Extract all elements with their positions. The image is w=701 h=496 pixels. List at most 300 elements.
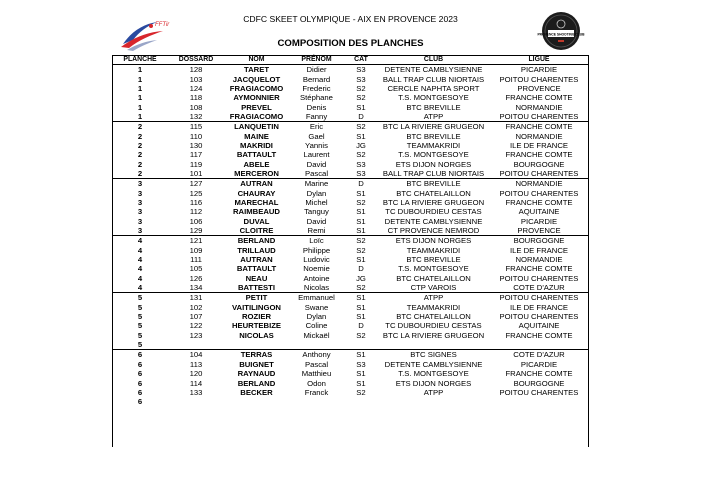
cell-prenom: Remi [307,226,326,236]
cell-cat: S1 [356,226,366,236]
cell-club: ETS DIJON NORGES [395,159,472,169]
table-heading: COMPOSITION DES PLANCHES [277,38,424,49]
table-row [112,131,589,140]
cell-dossard: 124 [189,83,203,93]
cell-planche: 6 [137,387,143,397]
cell-club: BTC CHATELAILLON [396,312,471,322]
cell-nom: TRILLAUD [237,245,276,255]
cell-ligue: PICARDIE [520,65,558,75]
table-row [112,246,589,255]
cell-planche: 5 [137,321,143,331]
table-row [112,84,589,93]
cell-planche: 1 [137,111,143,121]
cell-cat: S3 [356,168,366,178]
cell-club: CERCLE NAPHTA SPORT [387,83,480,93]
table-row [112,340,589,350]
cell-cat: S3 [356,359,366,369]
cell-planche: 1 [137,83,143,93]
cell-ligue: POITOU CHARENTES [499,111,579,121]
table-row [112,112,589,122]
cell-cat: S2 [356,93,366,103]
cell-ligue: POITOU CHARENTES [499,168,579,178]
table-row [112,169,589,179]
cell-dossard: 127 [168,179,224,189]
cell-planche: 2 [112,122,168,132]
cell-planche: 1 [137,102,143,112]
cell-cat: S1 [344,293,378,303]
cell-prenom: Anthony [289,350,344,360]
cell-club: BALL TRAP CLUB NIORTAIS [382,168,485,178]
cell-cat: D [358,111,364,121]
cell-prenom: Yannis [305,140,328,150]
cell-ligue: POITOU CHARENTES [499,74,579,84]
cell-club: BTC BREVILLE [378,179,489,189]
cell-nom: VAITILINGON [232,302,281,312]
cell-club [378,397,489,406]
cell-planche: 4 [137,283,143,293]
cell-planche: 5 [137,302,143,312]
cell-cat: S3 [356,74,366,84]
cell-ligue: FRANCHE COMTE [505,150,573,160]
col-header-dossard: DOSSARD [168,55,224,65]
cell-club: T.S. MONTGESOYE [398,93,469,103]
cell-club: BTC SIGNES [378,350,489,360]
table-border-left [112,55,113,447]
cell-nom [224,340,289,350]
table-row [112,122,589,132]
cell-planche: 4 [112,236,168,246]
cell-dossard: 125 [189,188,203,198]
cell-dossard: 117 [189,150,203,160]
cell-prenom: Eric [289,122,344,132]
cell-nom: BERLAND [224,236,289,246]
table-row [112,255,589,264]
cell-club: T.S. MONTGESOYE [398,369,469,379]
table-row [112,74,589,83]
cell-ligue: PICARDIE [520,216,558,226]
cell-planche: 4 [137,245,143,255]
cell-prenom: Emmanuel [289,293,344,303]
cell-dossard: 118 [189,93,203,103]
cell-dossard: 123 [189,330,203,340]
cell-planche: 2 [137,168,143,178]
cell-cat: S2 [344,236,378,246]
col-header-prenom: PRÉNOM [289,55,344,65]
cell-dossard: 132 [189,111,203,121]
table-row [112,293,589,303]
cell-ligue: PICARDIE [520,359,558,369]
cell-club: DETENTE CAMBLYSIENNE [384,216,483,226]
table-row [112,226,589,236]
cell-ligue: NORMANDIE [515,255,563,265]
table-row [112,388,589,397]
cell-planche: 3 [137,197,143,207]
cell-prenom: Marine [289,179,344,189]
cell-cat [344,340,378,350]
cell-nom: AYMONNIER [233,93,280,103]
cell-club: ETS DIJON NORGES [378,236,489,246]
cell-dossard: 119 [189,159,203,169]
cell-dossard: 104 [168,350,224,360]
cell-planche: 6 [137,359,143,369]
cell-prenom: Laurent [303,150,330,160]
cell-dossard: 101 [189,168,203,178]
cell-club: TEAMMAKRIDI [406,140,461,150]
cell-planche: 4 [137,264,143,274]
cell-nom: MAINE [244,131,269,141]
cell-dossard: 131 [168,293,224,303]
cell-planche: 6 [137,378,143,388]
cell-prenom: Philippe [302,245,331,255]
cell-club: BTC LA RIVIERE GRUGEON [382,197,485,207]
cell-planche: 5 [112,293,168,303]
cell-club: BTC LA RIVIERE GRUGEON [378,122,489,132]
cell-ligue: FRANCHE COMTE [505,93,573,103]
cell-dossard: 121 [168,236,224,246]
cell-dossard: 130 [189,140,203,150]
cell-club: BTC CHATELAILLON [396,188,471,198]
cell-cat: S2 [356,197,366,207]
cell-planche: 1 [137,65,143,75]
table-border-top [112,55,589,56]
cell-dossard: 107 [189,312,203,322]
cell-nom: FRAGIACOMO [229,83,284,93]
cell-prenom: David [306,216,327,226]
cell-prenom: Frederic [302,83,331,93]
cell-prenom: Coline [305,321,328,331]
cell-nom: AUTRAN [224,179,289,189]
cell-dossard: 115 [168,122,224,132]
fftir-logo-text: FFTir [155,22,170,28]
cell-planche: 3 [112,179,168,189]
cell-prenom: Pascal [304,359,329,369]
document-title: CDFC SKEET OLYMPIQUE - AIX EN PROVENCE 2023 [243,14,458,24]
cell-ligue: BOURGOGNE [489,236,589,246]
cell-club: ATPP [423,111,444,121]
col-header-cat: CAT [344,55,378,65]
cell-nom: NICOLAS [239,330,274,340]
cell-ligue: AQUITAINE [518,207,560,217]
cell-dossard: 111 [190,255,202,265]
table-body [112,65,589,407]
cell-prenom: Nicolas [303,283,330,293]
cell-planche: 3 [137,226,143,236]
cell-ligue: PROVENCE [517,226,561,236]
cell-ligue: POITOU CHARENTES [489,293,589,303]
table-row [112,150,589,159]
table-row [112,303,589,312]
cell-planche: 5 [137,312,143,322]
cell-planche: 4 [137,273,143,283]
cell-prenom: Dylan [306,312,327,322]
col-header-ligue: LIGUE [489,55,589,65]
cell-prenom: Matthieu [301,369,332,379]
cell-dossard: 114 [189,378,203,388]
cell-cat: S1 [356,207,366,217]
table-row [112,360,589,369]
cell-nom: LANQUETIN [224,122,289,132]
cell-cat: S1 [356,131,366,141]
table-row [112,312,589,321]
provence-logo-text: PROVENCE SHOOTING CLUB [537,32,585,37]
cell-dossard: 109 [189,245,203,255]
cell-cat: S2 [344,122,378,132]
cell-ligue: FRANCHE COMTE [505,197,573,207]
cell-club: BTC BREVILLE [406,102,461,112]
cell-planche: 1 [137,74,143,84]
cell-nom: JACQUELOT [232,74,281,84]
cell-prenom: Loïc [289,236,344,246]
table-row [112,378,589,387]
cell-planche: 2 [137,140,143,150]
cell-nom [224,397,289,406]
cell-prenom: David [306,159,327,169]
cell-prenom: Dylan [306,188,327,198]
cell-club: DETENTE CAMBLYSIENNE [384,359,483,369]
cell-ligue: ILE DE FRANCE [509,245,569,255]
cell-ligue: NORMANDIE [515,131,563,141]
cell-prenom: Didier [306,65,327,75]
cell-ligue: FRANCHE COMTE [505,330,573,340]
table-row [112,207,589,216]
cell-nom: NEAU [245,273,268,283]
cell-prenom: Swane [304,302,329,312]
cell-ligue: POITOU CHARENTES [499,188,579,198]
cell-prenom: Tanguy [304,207,329,217]
cell-nom: TARET [243,65,270,75]
cell-club: ATPP [378,293,489,303]
cell-nom: ABELE [243,159,270,169]
cell-nom: MAKRIDI [240,140,273,150]
cell-ligue: ILE DE FRANCE [509,140,569,150]
cell-nom: ROZIER [241,312,272,322]
cell-dossard: 126 [189,273,203,283]
cell-club: TC DUBOURDIEU CESTAS [385,321,482,331]
cell-nom: RAYNAUD [237,369,276,379]
table-row [112,321,589,330]
col-header-planche: PLANCHE [112,55,168,65]
cell-club: CTP VAROIS [410,283,457,293]
cell-club: BALL TRAP CLUB NIORTAIS [382,74,485,84]
cell-nom: PREVEL [241,102,272,112]
table-row [112,102,589,111]
cell-prenom: Bernard [302,74,331,84]
cell-prenom: Odon [307,378,326,388]
table-row [112,264,589,273]
table-row [112,217,589,226]
col-header-club: CLUB [378,55,489,65]
cell-cat [344,397,378,406]
cell-cat: D [358,321,364,331]
cell-club: CT PROVENCE NEMROD [387,226,480,236]
cell-club: BTC CHATELAILLON [396,273,471,283]
cell-ligue: COTE D'AZUR [513,283,565,293]
table-row [112,397,589,406]
table-header-row [112,55,589,65]
cell-planche: 6 [137,369,143,379]
table-row [112,188,589,197]
cell-club: BTC BREVILLE [406,131,461,141]
cell-ligue: POITOU CHARENTES [499,387,579,397]
cell-prenom: Stéphane [300,93,333,103]
cell-prenom: Mickaël [303,330,330,340]
col-header-nom: NOM [224,55,289,65]
cell-prenom: Gael [308,131,325,141]
cell-nom: CLOITRE [239,226,274,236]
table-row [112,350,589,360]
cell-ligue: AQUITAINE [518,321,560,331]
cell-nom: CHAURAY [237,188,276,198]
cell-dossard: 116 [189,197,203,207]
cell-planche: 4 [137,255,143,265]
cell-cat: JG [356,273,366,283]
cell-nom: PETIT [224,293,289,303]
cell-club: ATPP [423,387,444,397]
cell-cat: S2 [356,245,366,255]
cell-cat: S1 [356,369,366,379]
cell-club: ETS DIJON NORGES [395,378,472,388]
cell-prenom: Fanny [305,111,328,121]
cell-club: TC DUBOURDIEU CESTAS [385,207,482,217]
cell-club: TEAMMAKRIDI [406,245,461,255]
cell-nom: BATTAULT [236,264,277,274]
table-row [112,65,589,75]
cell-dossard: 134 [189,283,203,293]
cell-nom: FRAGIACOMO [229,111,284,121]
cell-dossard: 110 [189,131,203,141]
cell-cat: S1 [356,188,366,198]
cell-ligue: BOURGOGNE [513,378,565,388]
cell-dossard: 105 [189,264,203,274]
cell-ligue: POITOU CHARENTES [499,312,579,322]
cell-nom: BATTAULT [236,150,277,160]
cell-cat: S2 [356,83,366,93]
cell-ligue: POITOU CHARENTES [499,273,579,283]
cell-cat: D [358,264,364,274]
cell-club: BTC BREVILLE [406,255,461,265]
cell-dossard: 122 [189,321,203,331]
cell-nom: BERLAND [237,378,276,388]
cell-nom: BATTESTI [237,283,275,293]
cell-ligue: COTE D'AZUR [489,350,589,360]
cell-prenom: Antoine [303,273,330,283]
cell-prenom: Franck [304,387,329,397]
table-row [112,198,589,207]
cell-dossard: 102 [189,302,203,312]
cell-ligue: FRANCHE COMTE [505,264,573,274]
cell-dossard: 112 [189,207,203,217]
cell-ligue: FRANCHE COMTE [505,369,573,379]
cell-planche: 2 [137,150,143,160]
cell-nom: RAIMBEAUD [233,207,280,217]
cell-prenom: Noemie [303,264,330,274]
cell-planche: 5 [137,340,143,350]
cell-ligue: PROVENCE [517,83,561,93]
cell-nom: TERRAS [224,350,289,360]
cell-ligue: NORMANDIE [515,102,563,112]
table-row [112,274,589,283]
cell-ligue [489,397,589,406]
cell-cat: S2 [356,387,366,397]
cell-prenom: Pascal [304,168,329,178]
cell-cat: D [344,179,378,189]
cell-nom: MARECHAL [234,197,279,207]
table-row [112,179,589,189]
cell-club: DETENTE CAMBLYSIENNE [384,65,483,75]
cell-nom: MERCERON [234,168,279,178]
table-row [112,331,589,340]
cell-dossard: 106 [189,216,203,226]
cell-club: TEAMMAKRIDI [406,302,461,312]
table-row [112,369,589,378]
cell-dossard: 133 [189,387,203,397]
cell-planche: 3 [137,207,143,217]
cell-planche: 5 [137,330,143,340]
cell-prenom [289,340,344,350]
cell-cat: S3 [356,65,366,75]
cell-planche: 3 [137,188,143,198]
cell-dossard: 103 [189,74,203,84]
table-row [112,283,589,293]
cell-nom: BECKER [240,387,273,397]
cell-cat: S2 [356,150,366,160]
cell-club [378,340,489,350]
cell-club: T.S. MONTGESOYE [398,264,469,274]
cell-cat: S1 [356,312,366,322]
cell-ligue [489,340,589,350]
cell-prenom [289,397,344,406]
cell-cat: S1 [356,102,366,112]
cell-prenom: Denis [306,102,327,112]
cell-cat: S2 [356,283,366,293]
cell-planche: 2 [137,159,143,169]
cell-planche: 2 [137,131,143,141]
cell-prenom: Ludovic [303,255,330,265]
cell-dossard: 120 [189,369,203,379]
cell-cat: JG [356,140,366,150]
cell-nom: HEURTEBIZE [231,321,282,331]
table-row [112,93,589,102]
cell-club: BTC LA RIVIERE GRUGEON [382,330,485,340]
cell-planche: 1 [137,93,143,103]
cell-nom: BUIGNET [239,359,274,369]
table-row [112,159,589,168]
table-row [112,141,589,150]
cell-cat: S1 [356,255,366,265]
cell-ligue: FRANCHE COMTE [489,122,589,132]
cell-dossard: 113 [189,359,203,369]
planches-table [112,55,589,406]
cell-nom: DUVAL [243,216,270,226]
cell-nom: AUTRAN [240,255,273,265]
cell-planche: 3 [137,216,143,226]
cell-dossard: 128 [189,65,203,75]
cell-club: T.S. MONTGESOYE [398,150,469,160]
table-row [112,236,589,246]
cell-cat: S1 [344,350,378,360]
cell-planche: 6 [112,350,168,360]
cell-cat: S1 [356,216,366,226]
cell-dossard [168,340,224,350]
cell-cat: S1 [356,302,366,312]
cell-dossard [168,397,224,406]
cell-planche: 6 [137,397,143,407]
table-border-right [588,55,589,447]
cell-dossard: 108 [189,102,203,112]
cell-prenom: Michel [305,197,328,207]
cell-ligue: ILE DE FRANCE [509,302,569,312]
cell-cat: S2 [356,330,366,340]
